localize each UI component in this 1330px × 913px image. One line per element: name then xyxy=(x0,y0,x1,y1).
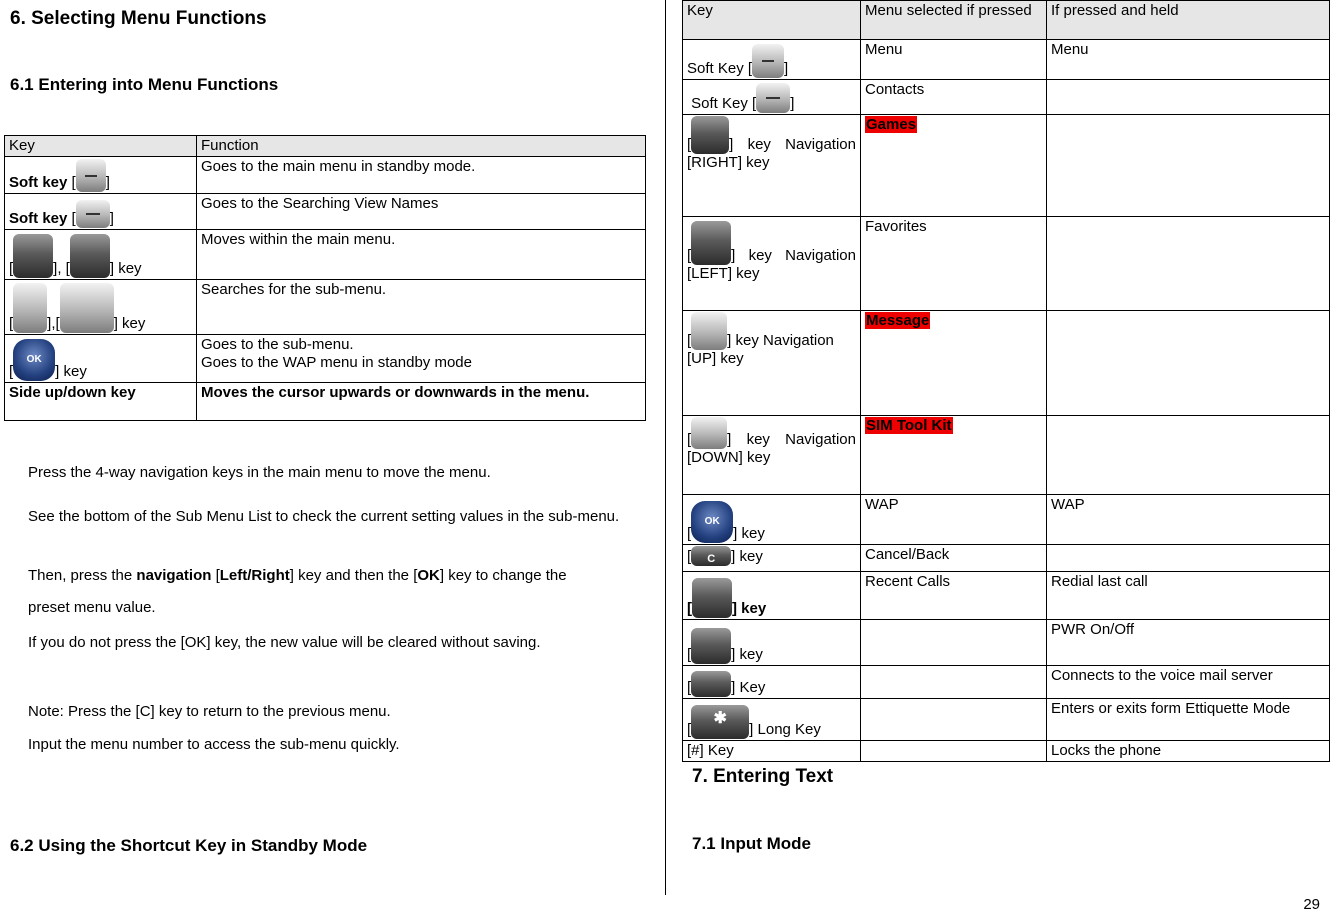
soft-key-left-icon xyxy=(752,44,784,78)
function-cell: Searches for the sub-menu. xyxy=(197,280,646,335)
key-label: key xyxy=(63,363,87,380)
nav-right-key-icon xyxy=(70,234,110,278)
table-row: Soft Key [ ] Contacts xyxy=(683,80,1330,115)
key-label: Soft Key xyxy=(691,95,748,112)
left-column xyxy=(0,0,660,913)
end-key-icon xyxy=(691,628,731,664)
table-row: [ ] key PWR On/Off xyxy=(683,620,1330,666)
key-label: Soft key xyxy=(9,210,68,227)
key-label: Key xyxy=(739,679,766,696)
key-label: Soft Key xyxy=(687,60,744,77)
shortcut-key-table xyxy=(682,0,1330,762)
function-line: Goes to the sub-menu. xyxy=(201,336,354,353)
key-cell: Side up/down key xyxy=(5,383,197,421)
star-key-icon: ✱ xyxy=(691,705,749,739)
held-cell xyxy=(1047,545,1330,572)
paragraph: See the bottom of the Sub Menu List to check the current setting values in the sub-menu. xyxy=(28,508,620,525)
page-number: 29 xyxy=(1303,896,1320,913)
key-separator: , xyxy=(51,315,56,332)
paragraph: preset menu value. xyxy=(28,599,156,616)
note: Note: Press the [C] key to return to the previous menu. xyxy=(28,703,391,720)
table-row: Soft key [ ] Goes to the Searching View Names xyxy=(5,194,646,230)
function-cell: Moves within the main menu. xyxy=(197,230,646,280)
paragraph: If you do not press the [OK] key, the new value will be cleared without saving. xyxy=(28,634,541,651)
table-row: Soft key [ ] Goes to the main menu in standby mode. xyxy=(5,157,646,194)
table-row: [ ] key Navigation [RIGHT] key Games xyxy=(683,115,1330,217)
table-row: [ ] key Navigation [LEFT] key Favorites xyxy=(683,217,1330,311)
held-cell: PWR On/Off xyxy=(1047,620,1330,666)
table-row: [OK] key Goes to the sub-menu. Goes to the WAP menu in standby mode xyxy=(5,335,646,383)
key-label: key xyxy=(741,600,767,617)
header-key: Key xyxy=(683,1,861,40)
pressed-cell: Favorites xyxy=(861,217,1047,311)
function-line: Goes to the WAP menu in standby mode xyxy=(201,354,472,371)
soft-key-right-icon xyxy=(76,200,110,228)
nav-right-key-icon xyxy=(691,116,729,154)
table-header-row xyxy=(5,136,646,157)
key-label: key xyxy=(122,315,146,332)
nav-up-key-icon xyxy=(13,283,47,333)
column-divider xyxy=(665,0,666,895)
table-row xyxy=(683,741,1330,762)
voicemail-key-icon xyxy=(691,671,731,697)
held-cell xyxy=(1047,115,1330,217)
pressed-cell xyxy=(861,741,1047,762)
nav-left-key-icon xyxy=(691,221,731,265)
nav-down-key-icon xyxy=(691,417,727,449)
key-label: key xyxy=(118,260,142,277)
held-cell: WAP xyxy=(1047,495,1330,545)
nav-up-key-icon xyxy=(691,312,727,350)
function-cell: Goes to the main menu in standby mode. xyxy=(197,157,646,194)
pressed-cell xyxy=(861,666,1047,699)
held-cell xyxy=(1047,416,1330,495)
header-key: Key xyxy=(5,136,197,157)
highlighted-menu: Games xyxy=(866,116,917,133)
key-label: key xyxy=(739,548,763,565)
section-title-7: 7. Entering Text xyxy=(692,766,834,787)
note: Input the menu number to access the sub-menu quickly. xyxy=(28,736,400,753)
clear-key-icon: C xyxy=(691,546,731,566)
table-row xyxy=(5,383,646,421)
table-row: [ ] key Navigation [DOWN] key SIM Tool Kit xyxy=(683,416,1330,495)
key-label: key Navigation [UP] key xyxy=(687,332,834,367)
paragraph: Press the 4-way navigation keys in the main menu to move the menu. xyxy=(28,464,491,481)
table-row: [ ] key Navigation [UP] key Message xyxy=(683,311,1330,416)
section-title-6: 6. Selecting Menu Functions xyxy=(10,8,267,29)
held-cell xyxy=(1047,311,1330,416)
highlighted-menu: Message xyxy=(866,312,930,329)
pressed-cell: WAP xyxy=(861,495,1047,545)
key-label: key Navigation [DOWN] key xyxy=(687,431,856,466)
key-cell: [#] Key xyxy=(683,741,861,762)
table-row: [ ✱ ] Long Key Enters or exits form Ettiquette Mode xyxy=(683,699,1330,741)
key-label: Soft key xyxy=(9,174,68,191)
pressed-cell: Menu xyxy=(861,40,1047,80)
key-label: key xyxy=(739,646,763,663)
table-header-row xyxy=(683,1,1330,40)
table-row: [ ], [ ] key Moves within the main menu. xyxy=(5,230,646,280)
subsection-title-6-2: 6.2 Using the Shortcut Key in Standby Mode xyxy=(10,836,368,855)
table-row: Soft Key [ ] Menu Menu xyxy=(683,40,1330,80)
table-row: [ ] Key Connects to the voice mail server xyxy=(683,666,1330,699)
send-key-icon xyxy=(692,578,732,618)
key-label: key xyxy=(741,525,765,542)
held-cell: Enters or exits form Ettiquette Mode xyxy=(1047,699,1330,741)
table-row: [OK] key WAP WAP xyxy=(683,495,1330,545)
menu-functions-table xyxy=(4,135,646,421)
pressed-cell xyxy=(861,699,1047,741)
key-separator: , xyxy=(57,260,62,277)
pressed-cell xyxy=(861,620,1047,666)
subsection-title-7-1: 7.1 Input Mode xyxy=(692,834,811,853)
key-label: key Navigation [LEFT] key xyxy=(687,247,856,282)
pressed-cell: Cancel/Back xyxy=(861,545,1047,572)
function-cell: Goes to the Searching View Names xyxy=(197,194,646,230)
highlighted-menu: SIM Tool Kit xyxy=(866,417,952,434)
ok-key-icon: OK xyxy=(13,339,55,381)
table-row: [ C ] key Cancel/Back xyxy=(683,545,1330,572)
table-row: [ ] key Recent Calls Redial last call xyxy=(683,572,1330,620)
subsection-title-6-1: 6.1 Entering into Menu Functions xyxy=(10,75,279,94)
paragraph-then-press: Then, press the navigation [Left/Right] key and then the [OK] key to change the xyxy=(28,567,567,584)
header-function: Function xyxy=(197,136,646,157)
header-held: If pressed and held xyxy=(1047,1,1330,40)
nav-down-key-icon xyxy=(60,283,114,333)
held-cell: Redial last call xyxy=(1047,572,1330,620)
table-row: [ ],[ ] key Searches for the sub-menu. xyxy=(5,280,646,335)
soft-key-right-icon xyxy=(756,83,790,113)
pressed-cell: Recent Calls xyxy=(861,572,1047,620)
right-column xyxy=(668,0,1330,913)
ok-key-icon: OK xyxy=(691,501,733,543)
key-label: key Navigation [RIGHT] key xyxy=(687,136,856,171)
held-cell: Connects to the voice mail server xyxy=(1047,666,1330,699)
held-cell xyxy=(1047,217,1330,311)
held-cell xyxy=(1047,80,1330,115)
key-label: Long Key xyxy=(757,721,821,738)
header-pressed: Menu selected if pressed xyxy=(861,1,1047,40)
held-cell: Locks the phone xyxy=(1047,741,1330,762)
pressed-cell: Contacts xyxy=(861,80,1047,115)
function-cell: Moves the cursor upwards or downwards in the menu. xyxy=(197,383,646,421)
held-cell: Menu xyxy=(1047,40,1330,80)
soft-key-left-icon xyxy=(76,159,106,192)
nav-left-key-icon xyxy=(13,234,53,278)
